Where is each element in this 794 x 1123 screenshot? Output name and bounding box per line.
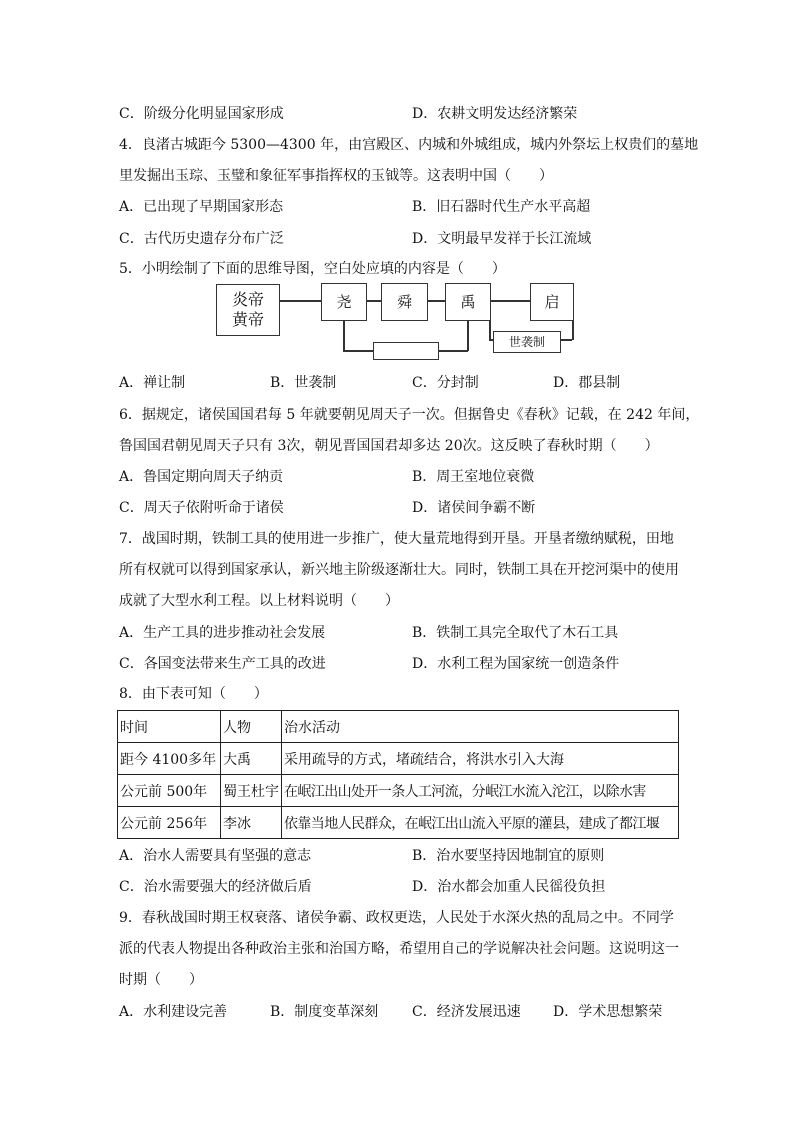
table-cell-time: 公元前 500年: [118, 775, 221, 807]
mm-label-hereditary: 世袭制: [508, 335, 545, 349]
q4-option-d: D．文明最早发祥于长江流域: [412, 231, 592, 247]
mm-connector: [279, 300, 321, 302]
table-header-cell: 时间: [118, 711, 221, 743]
mm-connector: [427, 300, 445, 302]
mm-label-yu: 禹: [460, 293, 476, 311]
q6-option-b: B．周王室地位衰微: [412, 469, 535, 485]
mm-connector: [572, 320, 574, 340]
q6-option-c: C．周天子依附听命于诸侯: [119, 500, 284, 516]
table-row: [118, 743, 679, 775]
table-row: [118, 807, 679, 839]
q7-stem-line1: 7．战国时期，铁制工具的使用进一步推广，使大量荒地得到开垦。开垦者缴纳赋税，田地: [119, 531, 674, 547]
q8-stem: 8．由下表可知（ ）: [119, 686, 268, 702]
mm-box-yao: [321, 283, 367, 321]
q7-option-d: D．水利工程为国家统一创造条件: [412, 656, 620, 672]
q9-option-a: A．水利建设完善: [119, 1004, 228, 1020]
mm-label-yan-huang: 炎帝黄帝: [231, 290, 264, 329]
flood-control-table: [117, 710, 679, 839]
table-cell-time: 距今 4100多年: [118, 743, 221, 775]
q5-option-c: C．分封制: [412, 375, 479, 391]
q9-option-d: D．学术思想繁荣: [553, 1004, 663, 1020]
q9-option-c: C．经济发展迅速: [412, 1004, 521, 1020]
mm-label-shun: 舜: [396, 293, 412, 311]
mm-connector: [343, 320, 345, 350]
q9-option-b: B．制度变革深刻: [270, 1004, 379, 1020]
mm-box-blank: [373, 342, 439, 360]
q6-option-a: A．鲁国定期向周天子纳贡: [119, 469, 284, 485]
table-header-cell: 治水活动: [282, 711, 679, 743]
mm-connector: [560, 339, 572, 341]
q8-option-c: C．治水需要强大的经济做后盾: [119, 879, 312, 895]
q6-option-d: D．诸侯间争霸不断: [412, 500, 536, 516]
q4-option-a: A．已出现了早期国家形态: [119, 199, 284, 215]
table-cell-time: 公元前 256年: [118, 807, 221, 839]
mm-label-yao: 尧: [336, 293, 352, 311]
table-header-cell: 人物: [221, 711, 282, 743]
q7-stem-line2: 所有权就可以得到国家承认，新兴地主阶级逐渐壮大。同时，铁制工具在开挖河渠中的使用: [119, 562, 679, 578]
q5-stem: 5．小明绘制了下面的思维导图，空白处应填的内容是（ ）: [119, 261, 506, 277]
table-row: [118, 775, 679, 807]
table-cell-activity: 采用疏导的方式，堵疏结合，将洪水引入大海: [282, 743, 679, 775]
mm-connector: [343, 350, 373, 352]
mm-label-qi: 启: [544, 293, 560, 311]
mm-connector: [438, 350, 468, 352]
mm-connector: [366, 300, 381, 302]
table-header-row: [118, 711, 679, 743]
mm-box-hereditary: [493, 331, 561, 353]
q9-stem-line2: 派的代表人物提出各种政治主张和治国方略，希望用自己的学说解决社会问题。这说明这一: [119, 941, 679, 957]
q3-option-c: C．阶级分化明显国家形成: [119, 106, 284, 122]
q6-stem-line1: 6．据规定，诸侯国国君每 5 年就要朝见周天子一次。但据鲁史《春秋》记载，在 242 年间，: [119, 407, 700, 423]
q4-stem-line1: 4．良渚古城距今 5300—4300 年，由宫殿区、内城和外城组成，城内外祭坛上权贵们的墓地: [119, 137, 699, 153]
q8-option-a: A．治水人需要具有坚强的意志: [119, 848, 312, 864]
table-cell-activity: 在岷江出山处开一条人工河流，分岷江水流入沱江，以除水害: [282, 775, 679, 807]
q7-stem-line3: 成就了大型水利工程。以上材料说明（ ）: [119, 593, 399, 609]
q8-option-d: D．治水都会加重人民徭役负担: [412, 879, 606, 895]
q7-option-a: A．生产工具的进步推动社会发展: [119, 625, 326, 641]
q7-option-c: C．各国变法带来生产工具的改进: [119, 656, 326, 672]
q4-option-c: C．古代历史遗存分布广泛: [119, 231, 284, 247]
mm-box-yan-huang: [216, 284, 280, 336]
q4-option-b: B．旧石器时代生产水平高超: [412, 199, 591, 215]
q9-stem-line1: 9．春秋战国时期王权衰落、诸侯争霸、政权更迭，人民处于水深火热的乱局之中。不同学: [119, 910, 674, 926]
q7-option-b: B．铁制工具完全取代了木石工具: [412, 625, 619, 641]
q9-stem-line3: 时期（ ）: [119, 972, 203, 988]
table-cell-person: 蜀王杜宇: [221, 775, 282, 807]
mm-connector: [490, 300, 530, 302]
q8-option-b: B．治水要坚持因地制宜的原则: [412, 848, 605, 864]
q4-stem-line2: 里发掘出玉琮、玉璧和象征军事指挥权的玉钺等。这表明中国（ ）: [119, 168, 553, 184]
mm-connector: [489, 320, 491, 340]
mm-box-yu: [445, 283, 491, 321]
mm-connector: [467, 320, 469, 351]
q5-option-b: B．世袭制: [270, 375, 337, 391]
table-cell-person: 大禹: [221, 743, 282, 775]
table-cell-activity: 依靠当地人民群众，在岷江出山流入平原的灌县，建成了都江堰: [282, 807, 679, 839]
mm-box-qi: [530, 283, 574, 321]
q3-option-d: D．农耕文明发达经济繁荣: [412, 106, 578, 122]
q6-stem-line2: 鲁国国君朝见周天子只有 3次，朝见晋国国君却多达 20次。这反映了春秋时期（ ）: [119, 438, 659, 454]
q5-option-d: D．郡县制: [553, 375, 621, 391]
table-cell-person: 李冰: [221, 807, 282, 839]
q5-option-a: A．禅让制: [119, 375, 186, 391]
mm-box-shun: [381, 283, 428, 321]
